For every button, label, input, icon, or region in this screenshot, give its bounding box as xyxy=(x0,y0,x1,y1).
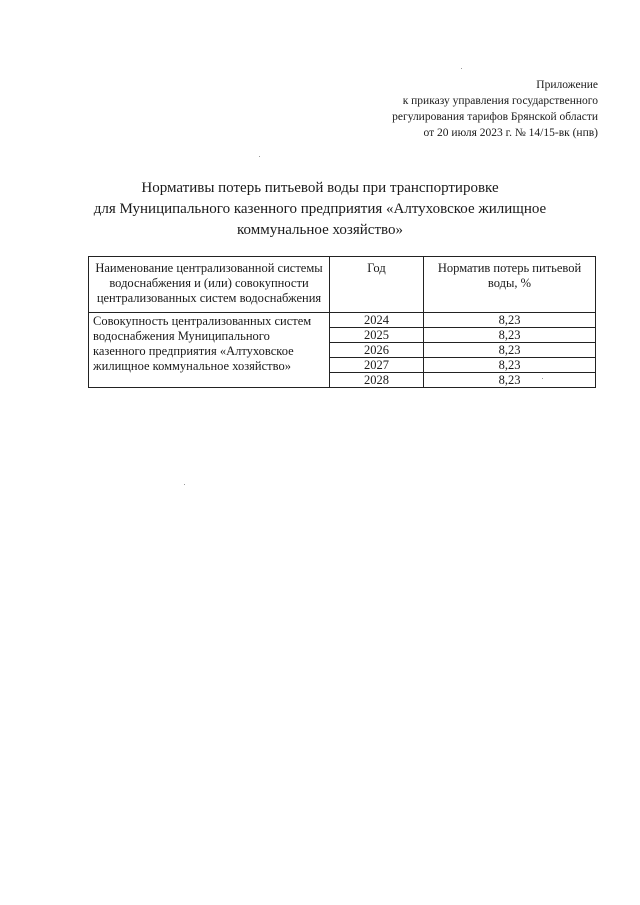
header-year: Год xyxy=(330,257,424,313)
norm-value-cell: 8,23 xyxy=(424,343,596,358)
system-name-cell: Совокупность централизованных систем водоснабжения Муниципального казенного предприятия «Алтуховское жилищное коммунальное хозяйство» xyxy=(89,313,330,388)
document-title xyxy=(60,178,580,241)
title-line: для Муниципального казенного предприятия «Алтуховское жилищное xyxy=(93,201,547,217)
appendix-line: к приказу управления государственного xyxy=(402,95,598,107)
appendix-line: от 20 июля 2023 г. № 14/15-вк (нпв) xyxy=(423,127,598,139)
year-cell: 2024 xyxy=(330,313,424,328)
norm-value-cell: 8,23 xyxy=(424,328,596,343)
table-row xyxy=(89,313,596,328)
scan-speck xyxy=(184,484,185,485)
scan-speck xyxy=(259,156,260,157)
appendix-line: регулирования тарифов Брянской области xyxy=(392,111,598,123)
appendix-block xyxy=(392,77,598,141)
scan-speck xyxy=(542,378,543,379)
header-system-name: Наименование централизованной системы водоснабжения и (или) совокупности централизованных систем водоснабжения xyxy=(89,257,330,313)
header-norm: Норматив потерь питьевой воды, % xyxy=(424,257,596,313)
norms-table xyxy=(88,256,596,388)
norm-value-cell: 8,23 xyxy=(424,358,596,373)
norm-value-cell: 8,23 xyxy=(424,313,596,328)
year-cell: 2026 xyxy=(330,343,424,358)
title-line: Нормативы потерь питьевой воды при транспортировке xyxy=(141,180,499,196)
appendix-line: Приложение xyxy=(536,79,598,91)
year-cell: 2025 xyxy=(330,328,424,343)
year-cell: 2028 xyxy=(330,373,424,388)
scan-speck xyxy=(461,68,462,69)
title-line: коммунальное хозяйство» xyxy=(237,222,403,238)
table-header-row xyxy=(89,257,596,313)
year-cell: 2027 xyxy=(330,358,424,373)
norm-value-cell: 8,23 xyxy=(424,373,596,388)
